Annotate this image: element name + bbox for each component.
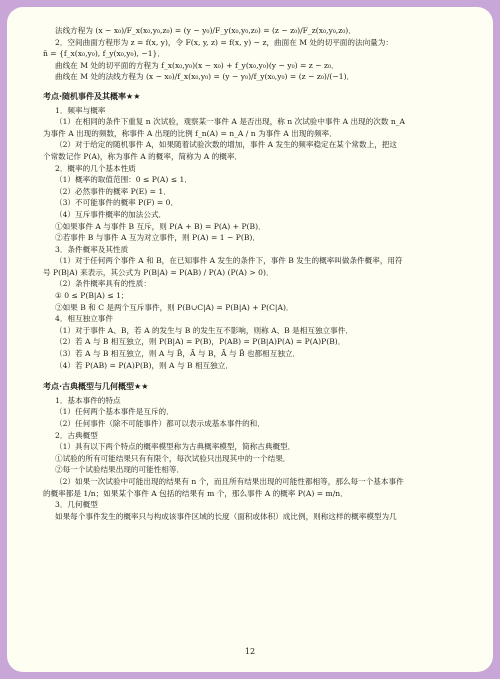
probability-line: （1）对于任何两个事件 A 和 B，在已知事件 A 发生的条件下，事件 B 发生的概率叫做条件概率，用符 [55, 256, 403, 266]
classical-line: 1．基本事件的特点 [55, 395, 121, 405]
formula-line: 曲线在 M 处的切平面的方程为 f_x(x₀,y₀)(x − x₀) + f_y(x₀,y₀)(y − y₀) = z − z₀． [55, 60, 339, 70]
classical-line: （2）任何事件（除不可能事件）都可以表示成基本事件的和． [55, 419, 265, 428]
probability-line: （1）在相同的条件下重复 n 次试验，观察某一事件 A 是否出现，称 n 次试验中事件 A 出现的次数 n_A [55, 117, 406, 127]
classical-line: 如果每个事件发生的概率只与构成该事件区域的长度（面积或体积）成比例，则称这样的概率模型为几 [55, 511, 397, 521]
probability-line: ①如果事件 A 与事件 B 互斥，则 P(A + B) = P(A) + P(B)． [55, 221, 266, 231]
probability-line: （3）若 A 与 B 相互独立，则 A 与 B̄，Ā 与 B，Ā 与 B̄ 也都相互独立． [55, 349, 301, 359]
probability-line: （2）若 A 与 B 相互独立，则 P(B|A) = P(B)，P(AB) = P(B|A)P(A) = P(A)P(B)． [55, 337, 346, 347]
classical-line: 2．古典概型 [55, 430, 98, 440]
section-heading-classical: 考点·古典概型与几何概型★★ [43, 382, 149, 392]
top-formula-block [43, 25, 479, 83]
probability-line: （2）条件概率具有的性质： [55, 279, 151, 289]
document-body [43, 25, 479, 522]
probability-line: （3）不可能事件的概率 P(F) = 0． [55, 198, 179, 208]
probability-line: ① 0 ≤ P(B|A) ≤ 1； [55, 291, 129, 301]
section-probability-body [43, 105, 479, 372]
probability-line: 1．频率与概率 [55, 105, 106, 115]
classical-line: （1）任何两个基本事件是互斥的． [55, 407, 174, 417]
probability-line: 2．概率的几个基本性质 [55, 163, 136, 173]
classical-line: 3．几何概型 [55, 500, 98, 510]
probability-line: 号 P(B|A) 来表示，其公式为 P(B|A) = P(AB) / P(A) (P(A) > 0)． [43, 267, 274, 277]
classical-line: 的概率都是 1/n；如果某个事件 A 包括的结果有 m 个，那么事件 A 的概率 P(A) = m/n． [43, 488, 348, 498]
formula-line: 法线方程为 (x − x₀)/F_x(x₀,y₀,z₀) = (y − y₀)/F_y(x₀,y₀,z₀) = (z − z₀)/F_z(x₀,y₀,z₀)． [55, 26, 356, 35]
probability-line: （1）对于事件 A、B，若 A 的发生与 B 的发生互不影响，则称 A、B 是相互独立事件． [55, 325, 353, 335]
probability-line: ②如果 B 和 C 是两个互斥事件，则 P(B∪C|A) = P(B|A) + P(C|A)． [55, 302, 294, 312]
probability-line: （2）对于给定的随机事件 A，如果随着试验次数的增加，事件 A 发生的频率稳定在某个常数上，把这 [55, 140, 397, 150]
classical-line: ①试验的所有可能结果只有有限个，每次试验只出现其中的一个结果． [55, 453, 291, 463]
probability-line: 为事件 A 出现的频数，称事件 A 出现的比例 f_n(A) = n_A / n 为事件 A 出现的频率． [43, 128, 337, 138]
formula-line: 2．空间曲面方程形为 z = f(x, y)，令 F(x, y, z) = f(x, y) − z，曲面在 M 处的切平面的法向量为： [55, 37, 393, 47]
probability-line: 个常数记作 P(A)，称为事件 A 的概率，简称为 A 的概率． [43, 151, 243, 161]
classical-line: （1）具有以下两个特点的概率模型称为古典概率模型，简称古典概型． [55, 442, 296, 452]
classical-line: （2）如果一次试验中可能出现的结果有 n 个，而且所有结果出现的可能性都相等，那么每一个基本事件 [55, 476, 404, 486]
section-classical-body [43, 395, 479, 523]
probability-line: 4．相互独立事件 [55, 314, 113, 324]
probability-line: 3．条件概率及其性质 [55, 244, 129, 254]
formula-line: n̄ = {f_x(x₀,y₀), f_y(x₀,y₀), −1}． [43, 49, 165, 59]
page-frame [7, 7, 493, 672]
probability-line: （1）概率的取值范围：0 ≤ P(A) ≤ 1． [55, 175, 192, 185]
probability-line: （2）必然事件的概率 P(E) = 1． [55, 186, 171, 196]
probability-line: ②若事件 B 与事件 A 互为对立事件，则 P(A) = 1 − P(B)． [55, 233, 260, 243]
probability-line: （4）互斥事件概率的加法公式． [55, 209, 167, 219]
section-heading-probability: 考点·随机事件及其概率★★ [43, 91, 141, 101]
page-number: 12 [244, 647, 256, 656]
probability-line: （4）若 P(AB) = P(A)P(B)，则 A 与 B 相互独立． [55, 360, 233, 370]
classical-line: ②每一个试验结果出现的可能性相等． [55, 465, 185, 475]
formula-line: 曲线在 M 处的法线方程为 (x − x₀)/f_x(x₀,y₀) = (y − y₀)/f_y(x₀,y₀) = (z − z₀)/(−1)． [55, 72, 355, 82]
